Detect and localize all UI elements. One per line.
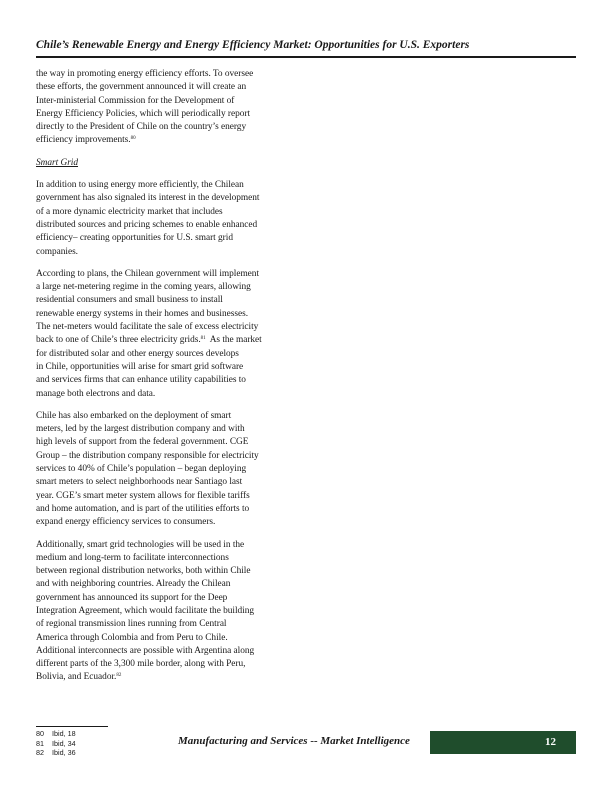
text-line: efficiency– creating opportunities for U.S. smart grid bbox=[36, 233, 233, 244]
text-line: manage both electrons and data. bbox=[36, 388, 156, 399]
text-line: and services firms that can enhance utility capabilities to bbox=[36, 375, 246, 386]
text-line: companies. bbox=[36, 246, 78, 257]
text-line: Chile has also embarked on the deployment of smart bbox=[36, 410, 232, 421]
text-line: Inter-ministerial Commission for the Development of bbox=[36, 95, 235, 106]
paragraph-smart-meters bbox=[36, 410, 300, 530]
header-divider bbox=[36, 56, 576, 58]
text-line: government has announced its support for the Deep bbox=[36, 592, 228, 603]
text-line: Energy Efficiency Policies, which will periodically report bbox=[36, 108, 251, 119]
text-line: of regional transmission lines running from Central bbox=[36, 619, 227, 630]
text-line: medium and long-term to facilitate interconnections bbox=[36, 552, 229, 563]
text-segment: efficiency improvements. bbox=[36, 135, 131, 146]
page-number: 12 bbox=[545, 736, 556, 748]
text-line: directly to the President of Chile on the country’s energy bbox=[36, 122, 247, 133]
text-line: government has also signaled its interest in the development bbox=[36, 193, 260, 204]
text-line: different parts of the 3,300 mile border, along with Peru, bbox=[36, 659, 246, 670]
footnote-ref: 82 bbox=[116, 673, 122, 679]
text-line bbox=[36, 671, 300, 684]
footnote-ref: 80 bbox=[130, 136, 136, 142]
text-line bbox=[36, 134, 300, 147]
footnotes bbox=[36, 729, 76, 758]
text-line: distributed sources and pricing schemes to enable enhanced bbox=[36, 219, 258, 230]
text-line: services to 40% of Chile’s population – began deploying bbox=[36, 464, 247, 475]
text-line: in Chile, opportunities will arise for smart grid software bbox=[36, 361, 244, 372]
text-line: renewable energy systems in their homes and businesses. bbox=[36, 308, 248, 319]
text-line: Integration Agreement, which would facilitate the building bbox=[36, 605, 255, 616]
footnote-number: 82 bbox=[36, 748, 44, 758]
text-line: a large net-metering regime in the coming years, allowing bbox=[36, 282, 251, 293]
main-text-column bbox=[36, 68, 300, 685]
text-line: America through Colombia and from Peru to Chile. bbox=[36, 632, 228, 643]
text-line: Additional interconnects are possible with Argentina along bbox=[36, 645, 255, 656]
text-line: for distributed solar and other energy sources develops bbox=[36, 348, 239, 359]
footnote-ref: 81 bbox=[200, 336, 206, 342]
text-line: The net-meters would facilitate the sale of excess electricity bbox=[36, 322, 259, 333]
footnote-item bbox=[36, 729, 76, 739]
text-line: these efforts, the government announced it will create an bbox=[36, 82, 247, 93]
text-line: According to plans, the Chilean government will implement bbox=[36, 268, 260, 279]
text-line: high levels of support from the federal government. CGE bbox=[36, 437, 249, 448]
section-heading-smart-grid: Smart Grid bbox=[36, 157, 79, 168]
text-line: and with neighboring countries. Already the Chilean bbox=[36, 579, 231, 590]
text-line: and home automation, and is part of the utilities efforts to bbox=[36, 503, 250, 514]
footnote-text: Ibid, 34 bbox=[52, 738, 76, 748]
text-line: smart meters to select neighborhoods near Santiago last bbox=[36, 477, 243, 488]
text-line: the way in promoting energy efficiency efforts. To oversee bbox=[36, 69, 254, 79]
text-line: meters, led by the largest distribution company and with bbox=[36, 424, 245, 435]
footnote-item bbox=[36, 739, 76, 749]
text-line: of a more dynamic electricity market that includes bbox=[36, 206, 223, 217]
text-line: Group – the distribution company responsible for electricity bbox=[36, 450, 259, 461]
text-segment: back to one of Chile’s three electricity grids. bbox=[36, 335, 201, 346]
footnote-divider bbox=[36, 726, 108, 727]
text-line: between regional distribution networks, both within Chile bbox=[36, 566, 251, 577]
text-line: In addition to using energy more efficiently, the Chilean bbox=[36, 180, 244, 191]
footnote-number: 81 bbox=[36, 738, 44, 748]
text-line: Additionally, smart grid technologies will be used in the bbox=[36, 539, 245, 550]
paragraph-intro bbox=[36, 68, 300, 148]
paragraph-net-metering bbox=[36, 268, 300, 401]
page-header-title: Chile’s Renewable Energy and Energy Efficiency Market: Opportunities for U.S. Exporters bbox=[36, 39, 470, 51]
text-line: residential consumers and small business to install bbox=[36, 295, 223, 306]
page-number-box bbox=[430, 731, 576, 754]
footnote-item bbox=[36, 748, 76, 758]
text-line: year. CGE’s smart meter system allows for flexible tariffs bbox=[36, 490, 250, 501]
footer-title: Manufacturing and Services -- Market Intelligence bbox=[178, 735, 410, 747]
paragraph-smart-grid-intro bbox=[36, 179, 300, 259]
footnote-text: Ibid, 18 bbox=[52, 729, 76, 738]
text-segment: Bolivia, and Ecuador. bbox=[36, 672, 117, 683]
footnote-number: 80 bbox=[36, 729, 44, 738]
text-segment: As the market bbox=[205, 335, 262, 346]
text-line: expand energy efficiency services to consumers. bbox=[36, 517, 216, 528]
paragraph-interconnections bbox=[36, 539, 300, 685]
text-line bbox=[36, 334, 300, 347]
footnote-text: Ibid, 36 bbox=[52, 748, 76, 758]
